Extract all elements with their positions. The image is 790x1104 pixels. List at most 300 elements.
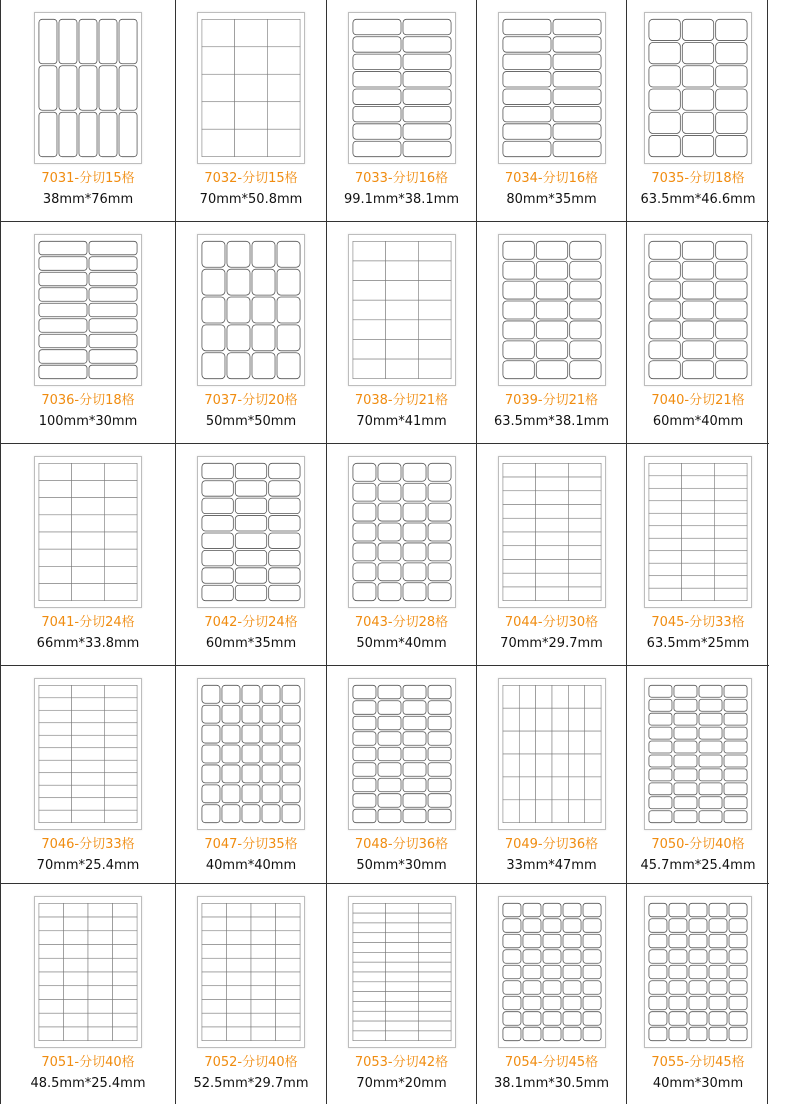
- label-cell: [502, 996, 520, 1010]
- label-cell: [88, 903, 113, 917]
- label-cell: [39, 584, 72, 601]
- label-cell: [88, 945, 113, 959]
- label-cell: [385, 943, 418, 953]
- label-cell: [649, 713, 672, 725]
- label-cell: [649, 588, 682, 600]
- label-cell: [502, 54, 550, 69]
- label-size: 70mm*41mm: [356, 414, 447, 429]
- label-cell: [72, 685, 105, 697]
- label-cell: [385, 1021, 418, 1031]
- label-layout-diagram: [35, 457, 141, 607]
- label-layout-diagram: [198, 13, 304, 163]
- label-cell: [202, 533, 233, 548]
- label-cell: [716, 19, 747, 40]
- label-cell: [352, 747, 375, 761]
- label-cell: [104, 566, 137, 583]
- label-cell: [39, 748, 72, 760]
- label-cell: [552, 54, 600, 69]
- label-cell: [669, 903, 687, 917]
- label-cell: [522, 1012, 540, 1026]
- label-cell: [277, 325, 300, 351]
- label-cell: [649, 981, 667, 995]
- label-cell: [716, 321, 747, 339]
- label-code: 7055-分切45格: [651, 1055, 745, 1070]
- label-cell: [562, 903, 580, 917]
- label-size: 63.5mm*46.6mm: [640, 192, 756, 207]
- label-cell: [402, 747, 425, 761]
- label-cell: [536, 341, 567, 359]
- label-layout-diagram: [645, 13, 751, 163]
- a4-sheet: [197, 234, 305, 386]
- label-cell: [352, 543, 375, 561]
- label-cell: [522, 996, 540, 1010]
- label-cell: [202, 972, 227, 986]
- label-cell: [262, 685, 280, 703]
- label-cell: [385, 962, 418, 972]
- label-cell: [39, 319, 87, 333]
- label-cell: [377, 685, 400, 699]
- label-cell: [502, 965, 520, 979]
- label-cell: [714, 463, 747, 475]
- label-cell: [649, 563, 682, 575]
- a4-sheet: [197, 896, 305, 1048]
- label-cell: [569, 281, 600, 299]
- label-cell: [113, 917, 138, 931]
- label-code: 7036-分切18格: [41, 393, 135, 408]
- label-cell: [227, 297, 250, 323]
- label-cell: [542, 996, 560, 1010]
- label-cell: [714, 513, 747, 525]
- label-cell: [402, 794, 425, 808]
- label-cell: [385, 933, 418, 943]
- label-cell: [552, 777, 568, 800]
- label-cell: [262, 745, 280, 763]
- label-cell: [649, 1027, 667, 1041]
- label-cell: [584, 731, 600, 754]
- label-cell: [39, 798, 72, 810]
- label-cell: [352, 992, 385, 1002]
- label-size: 63.5mm*25mm: [646, 636, 750, 651]
- label-cell: [352, 241, 385, 261]
- label-cell: [535, 587, 568, 601]
- label-cell: [519, 754, 535, 777]
- label-cell: [649, 727, 672, 739]
- label-cell: [226, 917, 251, 931]
- label-cell: [428, 583, 451, 601]
- label-cell: [251, 958, 276, 972]
- label-cell: [724, 727, 747, 739]
- label-cell: [649, 576, 682, 588]
- label-cell: [377, 716, 400, 730]
- label-cell: [202, 129, 235, 156]
- a4-sheet: [34, 678, 142, 830]
- label-cell: [202, 353, 225, 379]
- label-cell: [72, 735, 105, 747]
- label-cell: [552, 124, 600, 139]
- label-cell: [88, 917, 113, 931]
- label-cell: [649, 281, 680, 299]
- label-cell: [402, 72, 450, 87]
- label-size: 70mm*20mm: [356, 1076, 447, 1091]
- label-cell: [584, 800, 600, 823]
- label-cell: [402, 732, 425, 746]
- label-cell: [39, 350, 87, 364]
- label-cell: [59, 112, 77, 156]
- label-cell: [222, 765, 240, 783]
- label-cell: [535, 505, 568, 519]
- label-cell: [709, 996, 727, 1010]
- label-code: 7052-分切40格: [204, 1055, 298, 1070]
- label-cell: [649, 261, 680, 279]
- label-cell: [385, 261, 418, 281]
- label-cell: [104, 735, 137, 747]
- label-cell: [104, 748, 137, 760]
- label-cell: [202, 585, 233, 600]
- label-cell: [699, 783, 722, 795]
- label-cell: [716, 261, 747, 279]
- label-cell: [674, 741, 697, 753]
- label-cell: [682, 501, 715, 513]
- label-cell: [377, 523, 400, 541]
- label-cell: [418, 339, 451, 359]
- label-cell: [562, 981, 580, 995]
- label-cell: [227, 353, 250, 379]
- label-cell: [222, 785, 240, 803]
- a4-sheet: [348, 12, 456, 164]
- label-cell: [649, 685, 672, 697]
- label-cell: [682, 576, 715, 588]
- label-cell: [377, 778, 400, 792]
- label-cell: [88, 999, 113, 1013]
- a4-sheet: [498, 896, 606, 1048]
- label-cell: [568, 800, 584, 823]
- label-cell: [502, 261, 533, 279]
- label-size: 50mm*30mm: [356, 858, 447, 873]
- label-cell: [352, 359, 385, 379]
- label-cell: [562, 1027, 580, 1041]
- label-cell: [235, 19, 268, 46]
- sheet-preview: [176, 896, 326, 1048]
- label-cell: [714, 538, 747, 550]
- label-cell: [542, 950, 560, 964]
- label-cell: [552, 141, 600, 156]
- label-cell: [682, 301, 713, 319]
- label-cell: [724, 741, 747, 753]
- a4-sheet: [34, 456, 142, 608]
- label-cell: [202, 47, 235, 74]
- label-cell: [562, 1012, 580, 1026]
- sheet-preview: [176, 456, 326, 608]
- label-cell: [729, 934, 747, 948]
- label-cell: [418, 1031, 451, 1041]
- label-cell: [669, 950, 687, 964]
- label-cell: [724, 783, 747, 795]
- label-cell: [716, 66, 747, 87]
- label-cell: [269, 550, 300, 565]
- label-cell: [682, 463, 715, 475]
- label-cell: [428, 503, 451, 521]
- label-cell: [352, 583, 375, 601]
- label-cell: [522, 934, 540, 948]
- label-layout-diagram: [349, 679, 455, 829]
- label-code: 7049-分切36格: [504, 837, 599, 852]
- label-cell: [352, 1031, 385, 1041]
- label-cell: [352, 463, 375, 481]
- a4-sheet: [644, 12, 752, 164]
- label-cell: [716, 89, 747, 110]
- label-cell: [202, 999, 227, 1013]
- label-cell: [522, 1027, 540, 1041]
- label-item: [627, 666, 769, 884]
- label-cell: [262, 765, 280, 783]
- label-cell: [63, 986, 88, 1000]
- label-cell: [72, 515, 105, 532]
- label-code: 7035-分切18格: [651, 171, 745, 186]
- label-cell: [39, 498, 72, 515]
- label-cell: [72, 810, 105, 822]
- label-cell: [276, 931, 301, 945]
- label-cell: [542, 903, 560, 917]
- label-cell: [535, 532, 568, 546]
- a4-sheet: [197, 12, 305, 164]
- label-cell: [385, 339, 418, 359]
- label-cell: [729, 903, 747, 917]
- label-cell: [502, 19, 550, 34]
- label-cell: [63, 1027, 88, 1041]
- label-cell: [352, 933, 385, 943]
- label-cell: [202, 241, 225, 267]
- label-cell: [502, 491, 535, 505]
- label-cell: [39, 241, 87, 255]
- label-cell: [552, 731, 568, 754]
- label-cell: [584, 754, 600, 777]
- label-cell: [252, 353, 275, 379]
- label-cell: [502, 361, 533, 379]
- label-cell: [649, 135, 680, 156]
- label-code: 7053-分切42格: [354, 1055, 449, 1070]
- label-cell: [669, 996, 687, 1010]
- label-cell: [63, 903, 88, 917]
- label-cell: [276, 917, 301, 931]
- label-size: 60mm*35mm: [205, 636, 297, 651]
- label-code: 7031-分切15格: [41, 171, 135, 186]
- label-cell: [649, 699, 672, 711]
- label-cell: [39, 532, 72, 549]
- label-cell: [104, 760, 137, 772]
- sheet-preview: [176, 234, 326, 386]
- label-cell: [352, 952, 385, 962]
- label-cell: [202, 986, 227, 1000]
- label-cell: [104, 773, 137, 785]
- label-cell: [682, 563, 715, 575]
- label-cell: [428, 763, 451, 777]
- label-cell: [418, 903, 451, 913]
- label-layout-diagram: [35, 13, 141, 163]
- label-cell: [242, 805, 260, 823]
- label-cell: [352, 732, 375, 746]
- label-item: [627, 884, 769, 1104]
- label-cell: [72, 748, 105, 760]
- label-cell: [222, 725, 240, 743]
- label-cell: [352, 339, 385, 359]
- label-cell: [276, 945, 301, 959]
- label-cell: [562, 934, 580, 948]
- label-cell: [428, 463, 451, 481]
- label-cell: [418, 933, 451, 943]
- label-cell: [226, 958, 251, 972]
- label-cell: [502, 981, 520, 995]
- label-cell: [428, 701, 451, 715]
- label-cell: [552, 72, 600, 87]
- label-cell: [689, 919, 707, 933]
- label-cell: [202, 765, 220, 783]
- label-cell: [418, 962, 451, 972]
- label-cell: [714, 576, 747, 588]
- a4-sheet: [644, 234, 752, 386]
- label-cell: [202, 516, 233, 531]
- label-item: [477, 884, 627, 1104]
- label-cell: [202, 481, 233, 496]
- label-cell: [519, 777, 535, 800]
- label-cell: [418, 359, 451, 379]
- label-cell: [235, 463, 266, 478]
- label-cell: [402, 503, 425, 521]
- label-cell: [502, 124, 550, 139]
- label-size: 40mm*40mm: [205, 858, 297, 873]
- label-cell: [542, 1027, 560, 1041]
- label-cell: [385, 972, 418, 982]
- label-cell: [689, 934, 707, 948]
- label-cell: [402, 583, 425, 601]
- label-cell: [235, 498, 266, 513]
- a4-sheet: [498, 678, 606, 830]
- sheet-preview: [176, 12, 326, 164]
- label-item: [327, 444, 477, 666]
- label-cell: [202, 725, 220, 743]
- label-code: 7054-分切45格: [504, 1055, 599, 1070]
- label-cell: [282, 705, 300, 723]
- label-cell: [267, 74, 300, 101]
- label-cell: [569, 241, 600, 259]
- label-cell: [649, 965, 667, 979]
- label-cell: [682, 526, 715, 538]
- label-cell: [714, 526, 747, 538]
- label-cell: [502, 281, 533, 299]
- label-cell: [104, 685, 137, 697]
- label-cell: [385, 1031, 418, 1041]
- label-cell: [63, 999, 88, 1013]
- label-cell: [72, 773, 105, 785]
- label-cell: [88, 931, 113, 945]
- label-cell: [113, 999, 138, 1013]
- label-cell: [542, 981, 560, 995]
- label-cell: [649, 950, 667, 964]
- label-cell: [674, 713, 697, 725]
- label-cell: [649, 43, 680, 64]
- a4-sheet: [498, 456, 606, 608]
- label-cell: [89, 334, 137, 348]
- label-layout-diagram: [349, 897, 455, 1047]
- label-cell: [202, 903, 227, 917]
- label-cell: [39, 931, 64, 945]
- label-cell: [269, 498, 300, 513]
- label-cell: [689, 996, 707, 1010]
- label-cell: [267, 102, 300, 129]
- sheet-preview: [627, 896, 769, 1048]
- label-cell: [519, 708, 535, 731]
- label-layout-diagram: [499, 679, 605, 829]
- label-cell: [202, 74, 235, 101]
- label-cell: [568, 546, 601, 560]
- label-cell: [39, 958, 64, 972]
- label-cell: [89, 241, 137, 255]
- label-cell: [682, 135, 713, 156]
- label-cell: [402, 483, 425, 501]
- label-cell: [352, 972, 385, 982]
- label-cell: [352, 701, 375, 715]
- label-cell: [519, 800, 535, 823]
- label-cell: [716, 135, 747, 156]
- label-code: 7044-分切30格: [504, 615, 599, 630]
- label-cell: [535, 463, 568, 477]
- a4-sheet: [348, 896, 456, 1048]
- label-cell: [418, 300, 451, 320]
- label-cell: [562, 996, 580, 1010]
- label-cell: [649, 501, 682, 513]
- label-cell: [536, 261, 567, 279]
- label-cell: [202, 325, 225, 351]
- label-cell: [39, 549, 72, 566]
- label-cell: [282, 725, 300, 743]
- label-cell: [113, 903, 138, 917]
- label-cell: [352, 716, 375, 730]
- label-cell: [716, 361, 747, 379]
- label-cell: [385, 913, 418, 923]
- label-cell: [649, 301, 680, 319]
- label-item: [1, 222, 176, 444]
- label-cell: [709, 1027, 727, 1041]
- label-cell: [269, 463, 300, 478]
- label-cell: [352, 943, 385, 953]
- label-cell: [682, 476, 715, 488]
- label-cell: [99, 112, 117, 156]
- label-cell: [714, 488, 747, 500]
- label-cell: [104, 532, 137, 549]
- label-cell: [535, 477, 568, 491]
- label-cell: [562, 950, 580, 964]
- label-cell: [104, 549, 137, 566]
- label-cell: [113, 931, 138, 945]
- label-cell: [709, 934, 727, 948]
- label-cell: [418, 943, 451, 953]
- label-layout-diagram: [198, 897, 304, 1047]
- label-cell: [682, 112, 713, 133]
- label-cell: [235, 533, 266, 548]
- a4-sheet: [197, 678, 305, 830]
- label-cell: [227, 325, 250, 351]
- label-cell: [39, 945, 64, 959]
- label-cell: [385, 992, 418, 1002]
- label-cell: [682, 281, 713, 299]
- label-item: [327, 666, 477, 884]
- label-cell: [88, 1013, 113, 1027]
- sheet-preview: [477, 896, 626, 1048]
- label-cell: [682, 89, 713, 110]
- label-cell: [39, 257, 87, 271]
- label-cell: [352, 809, 375, 823]
- label-cell: [352, 685, 375, 699]
- label-cell: [119, 112, 137, 156]
